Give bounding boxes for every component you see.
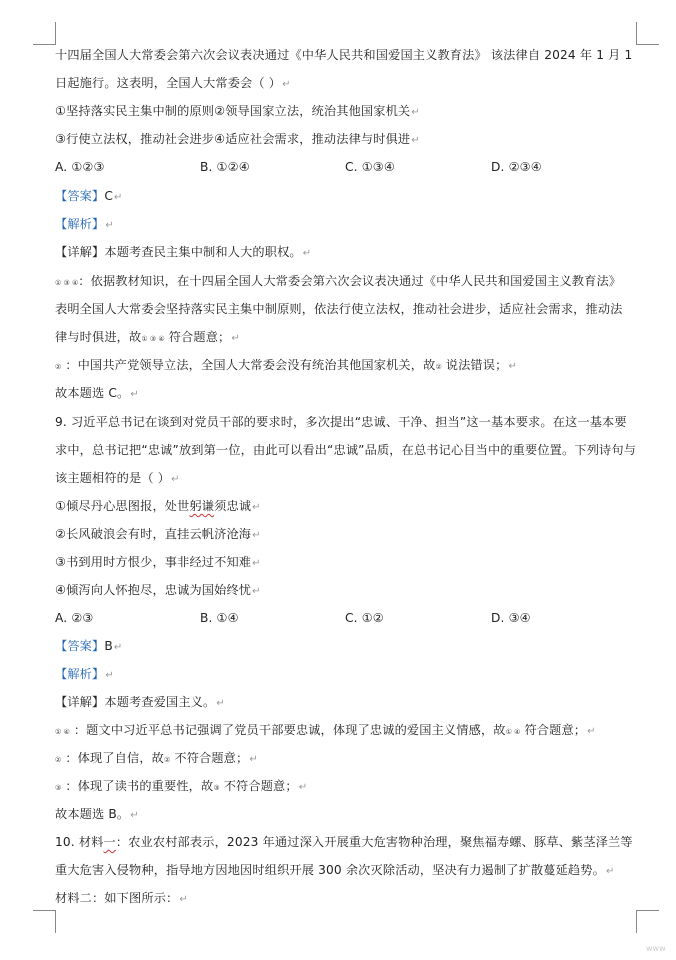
q9-answer: 【答案】B↵ (55, 639, 123, 653)
q8-explanation-line-3: 律与时俱进，故① ③ ④ 符合题意；↵ (55, 330, 240, 344)
q9-detail: 【详解】本题考查爱国主义。↵ (55, 695, 225, 709)
q9-explanation-line-3: ③ ：体现了读书的重要性，故③ 不符合题意；↵ (55, 779, 308, 793)
q9-poem-3: ③书到用时方恨少，事非经过不知难↵ (55, 555, 261, 569)
q8-statement-2: ③行使立法权，推动社会进步④适应社会需求，推动法律与时俱进↵ (55, 132, 420, 146)
q8-statement-1: ①坚持落实民主集中制的原则②领导国家立法，统治其他国家机关↵ (55, 104, 420, 118)
crop-mark-top-left (33, 22, 56, 45)
q9-stem-line-3: 该主题相符的是（ ）↵ (55, 471, 180, 485)
crop-mark-bottom-right (636, 910, 659, 933)
q8-answer: 【答案】C↵ (55, 189, 123, 203)
q9-option-d: D. ③④ (491, 611, 531, 625)
crop-mark-top-right (636, 22, 659, 45)
q9-poem-4: ④倾泻向人怀抱尽，忠诚为国始终忧↵ (55, 583, 261, 597)
q8-explanation-line-4: ② ：中国共产党领导立法，全国人大常委会没有统治其他国家机关，故② 说法错误；↵ (55, 358, 517, 372)
q8-explanation-line-2: 表明全国人大常委会坚持落实民主集中制原则，依法行使立法权，推动社会进步，适应社会需求，推动法 (55, 302, 623, 316)
q8-explanation-line-1: ① ③ ④：依据教材知识，在十四届全国人大常委会第六次会议表决通过《中华人民共和国爱国主义教育法》 (55, 274, 622, 288)
q9-stem-line-1: 9. 习近平总书记在谈到对党员干部的要求时，多次提出“忠诚、干净、担当”这一基本要求。在这一基本要 (55, 415, 627, 429)
q9-stem-line-2: 求中，总书记把“忠诚”放到第一位，由此可以看出“忠诚”品质，在总书记心目当中的重要位置。下列诗句与 (55, 443, 637, 457)
q9-option-b: B. ①④ (200, 611, 239, 625)
q8-detail: 【详解】本题考查民主集中制和人大的职权。↵ (55, 245, 312, 259)
q8-analysis-tag: 【解析】↵ (55, 217, 114, 231)
q10-material-2: 材料二：如下图所示：↵ (55, 891, 188, 905)
q9-analysis-tag: 【解析】↵ (55, 667, 114, 681)
q10-material-1-line-2: 重大危害入侵物种，指导地方因地因时组织开展 300 余次灭除活动，坚决有力遏制了扩散蔓延趋势。↵ (55, 863, 615, 877)
q8-stem-line-2: 日起施行。这表明，全国人大常委会（ ）↵ (55, 76, 291, 90)
q9-option-c: C. ①② (345, 611, 384, 625)
q9-option-a: A. ②③ (55, 611, 94, 625)
q8-conclusion: 故本题选 C。↵ (55, 386, 139, 400)
q9-explanation-line-2: ② ：体现了自信，故② 不符合题意；↵ (55, 751, 258, 765)
q8-option-c: C. ①③④ (345, 160, 395, 174)
q8-option-a: A. ①②③ (55, 160, 105, 174)
q8-stem-line-1: 十四届全国人大常委会第六次会议表决通过《中华人民共和国爱国主义教育法》 该法律自 2024 年 1 月 1 (55, 48, 633, 62)
q8-option-d: D. ②③④ (491, 160, 542, 174)
q9-explanation-line-1: ① ④ ：题文中习近平总书记强调了党员干部要忠诚，体现了忠诚的爱国主义情感，故① ④ 符合题意；↵ (55, 723, 596, 737)
crop-mark-bottom-left (33, 910, 56, 933)
watermark: www (646, 944, 666, 953)
q9-poem-2: ②长风破浪会有时，直挂云帆济沧海↵ (55, 527, 261, 541)
q8-option-b: B. ①②④ (200, 160, 250, 174)
q9-conclusion: 故本题选 B。↵ (55, 807, 139, 821)
q9-poem-1: ①倾尽丹心思图报，处世躬谦须忠诚↵ (55, 499, 261, 513)
q10-material-1-line-1: 10. 材料一：农业农村部表示，2023 年通过深入开展重大危害物种治理，聚焦福寿螺、豚草、紫茎泽兰等 (55, 835, 633, 849)
